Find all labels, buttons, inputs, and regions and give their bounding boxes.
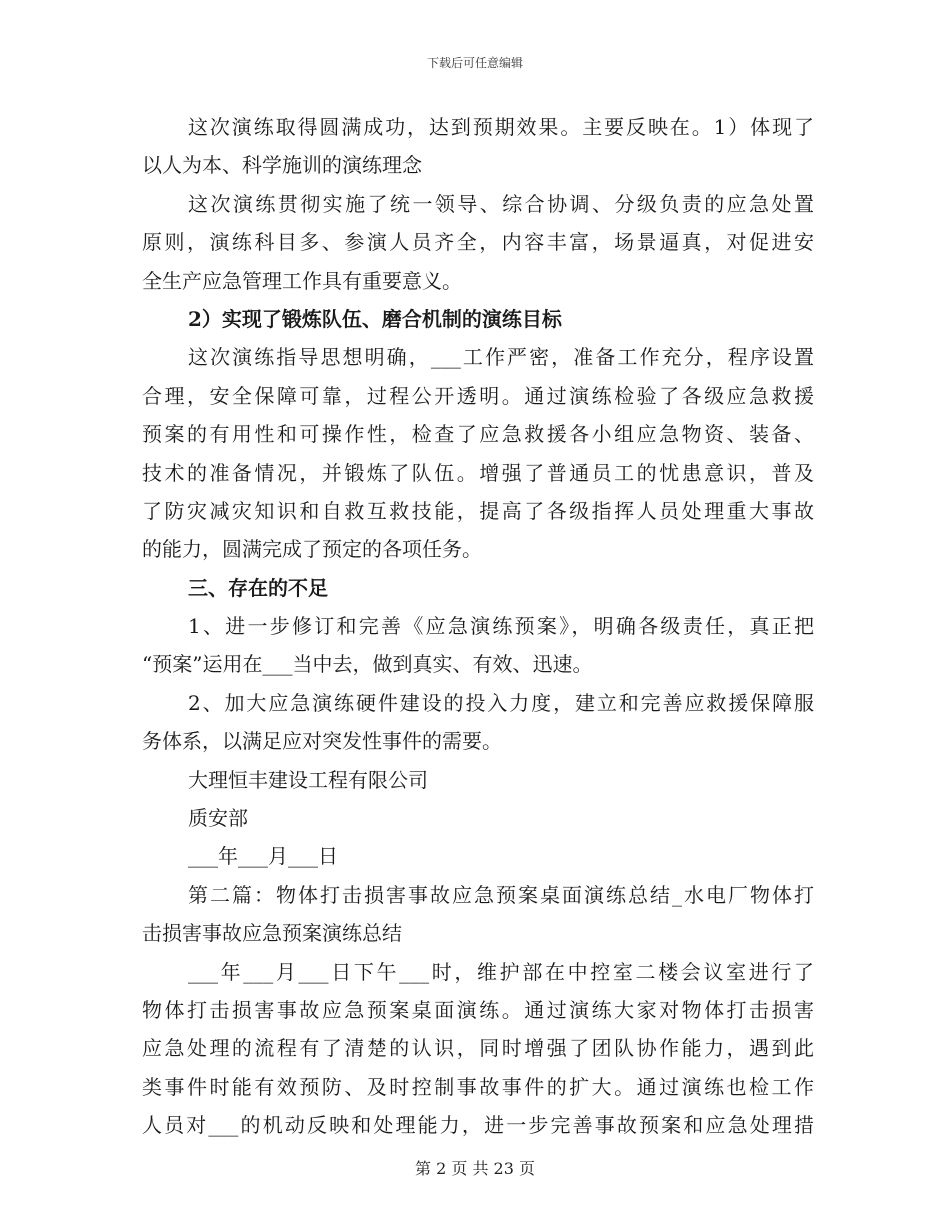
paragraph-line: 的能力，圆满完成了预定的各项任务。: [142, 537, 482, 562]
paragraph-line: 这次演练贯彻实施了统一领导、综合协调、分级负责的应急处置: [188, 191, 814, 216]
paragraph-line: 务体系，以满足应对突发性事件的需要。: [142, 729, 502, 754]
section-heading: 2）实现了锻炼队伍、磨合机制的演练目标: [188, 306, 562, 331]
paragraph-line: 2、加大应急演练硬件建设的投入力度，建立和完善应救援保障服: [188, 690, 814, 715]
signature-department: 质安部: [188, 806, 248, 831]
paragraph-line: 这次演练取得圆满成功，达到预期效果。主要反映在。1）体现了: [188, 115, 814, 139]
paragraph-line: 原则，演练科目多、参演人员齐全，内容丰富，场景逼真，对促进安: [142, 230, 814, 255]
paragraph-line: 以人为本、科学施训的演练理念: [142, 153, 422, 178]
paragraph-line: ___年___月___日下午___时，维护部在中控室二楼会议室进行了: [188, 959, 814, 984]
paragraph-line: 应急处理的流程有了清楚的认识，同时增强了团队协作能力，遇到此: [142, 1036, 814, 1061]
page-number: 第 2 页 共 23 页: [415, 1159, 535, 1178]
paragraph-line: 技术的准备情况，并锻炼了队伍。增强了普通员工的忧患意识，普及: [142, 460, 814, 485]
paragraph-line: 1、进一步修订和完善《应急演练预案》，明确各级责任，真正把: [188, 614, 814, 639]
paragraph-line: 类事件时能有效预防、及时控制事故事件的扩大。通过演练也检工作: [142, 1074, 814, 1099]
signature-date: ___年___月___日: [188, 844, 338, 869]
paragraph-line: 全生产应急管理工作具有重要意义。: [142, 268, 462, 293]
document-body: [142, 108, 814, 1145]
page-header: 下载后可任意编辑: [426, 56, 523, 70]
paragraph-line: “预案”运用在___当中去，做到真实、有效、迅速。: [142, 652, 593, 677]
article-title: 击损害事故应急预案演练总结: [142, 921, 402, 946]
paragraph-line: 人员对___的机动反映和处理能力，进一步完善事故预案和应急处理措: [142, 1113, 814, 1138]
paragraph-line: 预案的有用性和可操作性，检查了应急救援各小组应急物资、装备、: [142, 422, 814, 447]
paragraph-line: 物体打击损害事故应急预案桌面演练。通过演练大家对物体打击损害: [142, 997, 814, 1022]
section-heading: 三、存在的不足: [188, 575, 328, 600]
paragraph-line: 这次演练指导思想明确，___工作严密，准备工作充分，程序设置: [188, 345, 814, 370]
paragraph-line: 了防灾减灾知识和自救互救技能，提高了各级指挥人员处理重大事故: [142, 498, 814, 523]
article-title: 第二篇：物体打击损害事故应急预案桌面演练总结_水电厂物体打: [188, 882, 814, 907]
paragraph-line: 合理，安全保障可靠，过程公开透明。通过演练检验了各级应急救援: [142, 383, 814, 408]
signature-company: 大理恒丰建设工程有限公司: [188, 767, 428, 792]
